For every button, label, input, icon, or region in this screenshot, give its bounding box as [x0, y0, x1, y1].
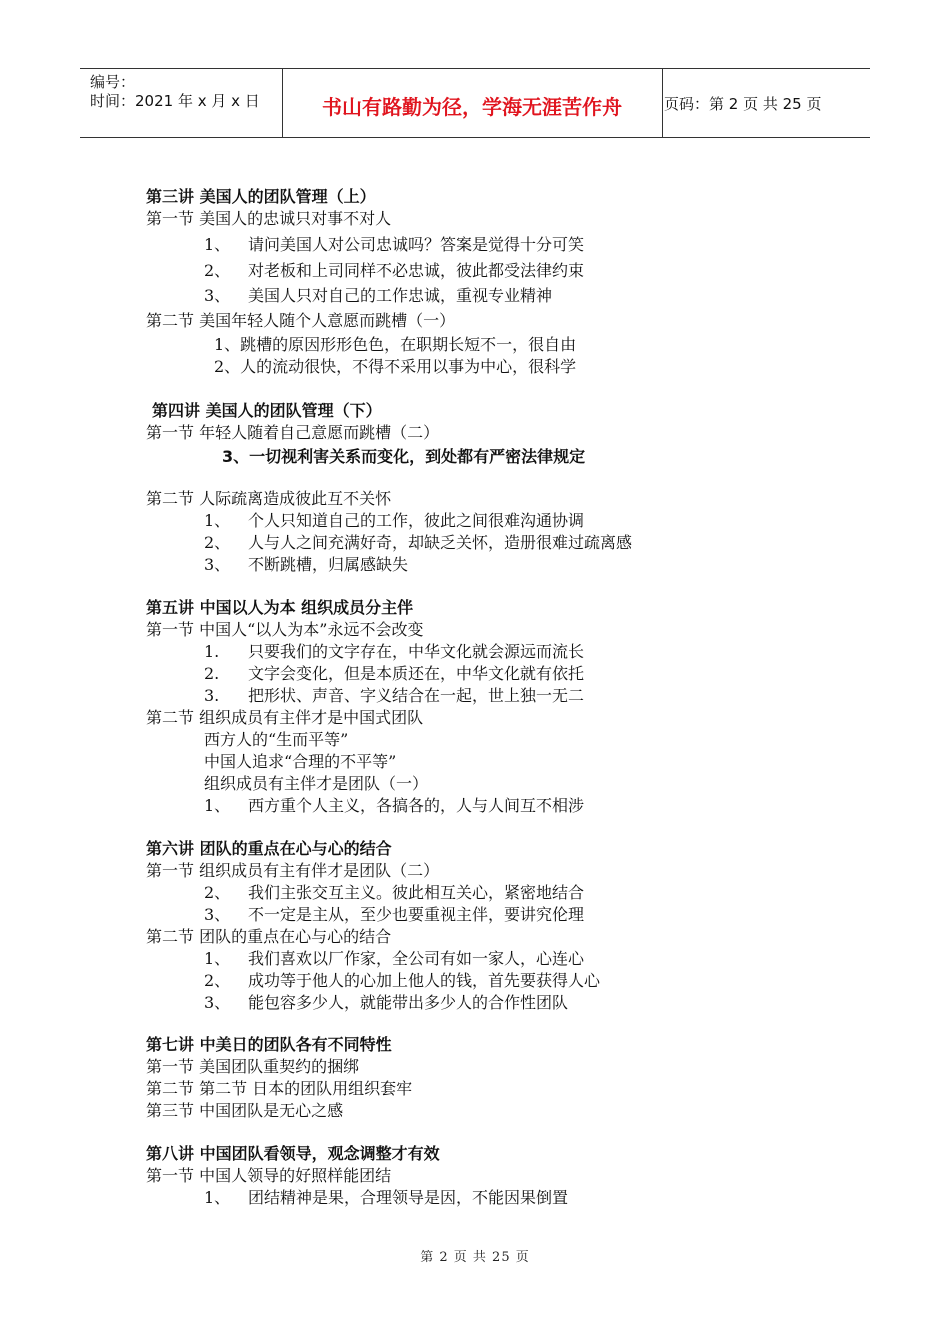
list-item: [204, 685, 584, 707]
header-table: [80, 68, 870, 138]
list-item: [204, 234, 584, 256]
page-footer: 第 2 页 共 25 页: [420, 1250, 530, 1265]
item-text: 请问美国人对公司忠诚吗？答案是觉得十分可笑: [248, 235, 585, 254]
section-title: 第一节 美国团队重契约的捆绑: [146, 1057, 360, 1076]
item-text: 我们喜欢以厂作家，全公司有如一家人，心连心: [248, 949, 585, 968]
item-text: 文字会变化，但是本质还在，中华文化就有依托: [248, 664, 585, 683]
item-number: 2、: [204, 533, 231, 552]
item-text: 团结精神是果，合理领导是因，不能因果倒置: [248, 1188, 569, 1207]
header-motto: 书山有路勤为径，学海无涯苦作舟: [322, 95, 622, 119]
list-item: [204, 554, 408, 576]
item-number: 3、: [204, 555, 231, 574]
list-item: [204, 882, 584, 904]
lecture-heading: 第三讲 美国人的团队管理（上）: [146, 187, 376, 206]
item-text: 对老板和上司同样不必忠诚，彼此都受法律约束: [248, 261, 585, 280]
section-title: 第三节 中国团队是无心之感: [146, 1101, 344, 1120]
item-text: 人与人之间充满好奇，却缺乏关怀，造册很难过疏离感: [248, 533, 633, 552]
item-text: 只要我们的文字存在，中华文化就会源远而流长: [248, 642, 585, 661]
item-number: 1、: [204, 1188, 231, 1207]
section-title: 第一节 美国人的忠诚只对事不对人: [146, 209, 392, 228]
list-item: [204, 992, 568, 1014]
item-text: 把形状、声音、字义结合在一起，世上独一无二: [248, 686, 585, 705]
item-number: 2、: [204, 971, 231, 990]
item-text: 成功等于他人的心加上他人的钱，首先要获得人心: [248, 971, 601, 990]
list-item: 中国人追求“合理的不平等”: [204, 752, 397, 771]
section-title: 第二节 组织成员有主伴才是中国式团队: [146, 708, 424, 727]
item-number: 3、: [204, 993, 231, 1012]
code-label: 编号：: [90, 73, 136, 91]
item-number: 2、: [204, 261, 231, 280]
header-page-label: 页码：第 2 页 共 25 页: [664, 95, 822, 113]
section-title: 第一节 中国人领导的好照样能团结: [146, 1166, 392, 1185]
lecture-heading: 第七讲 中美日的团队各有不同特性: [146, 1035, 392, 1054]
section-title: 第二节 人际疏离造成彼此互不关怀: [146, 489, 392, 508]
item-text: 个人只知道自己的工作，彼此之间很难沟通协调: [248, 511, 585, 530]
lecture-heading: 第四讲 美国人的团队管理（下）: [152, 401, 382, 420]
list-item: 1、跳槽的原因形形色色，在职期长短不一，很自由: [214, 335, 577, 354]
item-text: 我们主张交互主义。彼此相互关心，紧密地结合: [248, 883, 585, 902]
section-title: 第二节 美国年轻人随个人意愿而跳槽（一）: [146, 311, 456, 330]
lecture-heading: 第八讲 中国团队看领导，观念调整才有效: [146, 1144, 440, 1163]
item-number: 1.: [204, 642, 220, 661]
item-number: 1、: [204, 949, 231, 968]
item-text: 不断跳槽，归属感缺失: [248, 555, 409, 574]
section-title: 第一节 组织成员有主有伴才是团队（二）: [146, 861, 440, 880]
list-item: 3、一切视利害关系而变化，到处都有严密法律规定: [222, 447, 586, 466]
list-item: [204, 641, 584, 663]
list-item: 组织成员有主伴才是团队（一）: [204, 774, 429, 793]
list-item: [204, 285, 552, 307]
list-item: [204, 1187, 568, 1209]
list-item: [204, 510, 584, 532]
lecture-heading: 第六讲 团队的重点在心与心的结合: [146, 839, 392, 858]
header-meta: [90, 73, 260, 111]
list-item: [204, 904, 584, 926]
time-label: 时间：2021 年 x 月 x 日: [90, 92, 260, 110]
list-item: 西方人的“生而平等”: [204, 730, 349, 749]
item-number: 1、: [204, 796, 231, 815]
lecture-heading: 第五讲 中国以人为本 组织成员分主伴: [146, 598, 414, 617]
item-number: 1、: [204, 511, 231, 530]
list-item: [204, 532, 632, 554]
list-item: 2、人的流动很快，不得不采用以事为中心，很科学: [214, 357, 577, 376]
item-text: 西方重个人主义，各搞各的，人与人间互不相涉: [248, 796, 585, 815]
list-item: [204, 948, 584, 970]
list-item: [204, 795, 584, 817]
section-title: 第二节 第二节 日本的团队用组织套牢: [146, 1079, 413, 1098]
item-number: 2.: [204, 664, 220, 683]
header-divider: [662, 69, 663, 137]
item-number: 1、: [204, 235, 231, 254]
list-item: [204, 970, 600, 992]
item-number: 3.: [204, 686, 220, 705]
item-number: 2、: [204, 883, 231, 902]
section-title: 第一节 中国人“以人为本”永远不会改变: [146, 620, 424, 639]
section-title: 第二节 团队的重点在心与心的结合: [146, 927, 392, 946]
item-text: 能包容多少人，就能带出多少人的合作性团队: [248, 993, 569, 1012]
header-divider: [282, 69, 283, 137]
item-number: 3、: [204, 286, 231, 305]
item-text: 美国人只对自己的工作忠诚，重视专业精神: [248, 286, 553, 305]
list-item: [204, 260, 584, 282]
item-number: 3、: [204, 905, 231, 924]
item-text: 不一定是主从，至少也要重视主伴，要讲究伦理: [248, 905, 585, 924]
list-item: [204, 663, 584, 685]
section-title: 第一节 年轻人随着自己意愿而跳槽（二）: [146, 423, 440, 442]
